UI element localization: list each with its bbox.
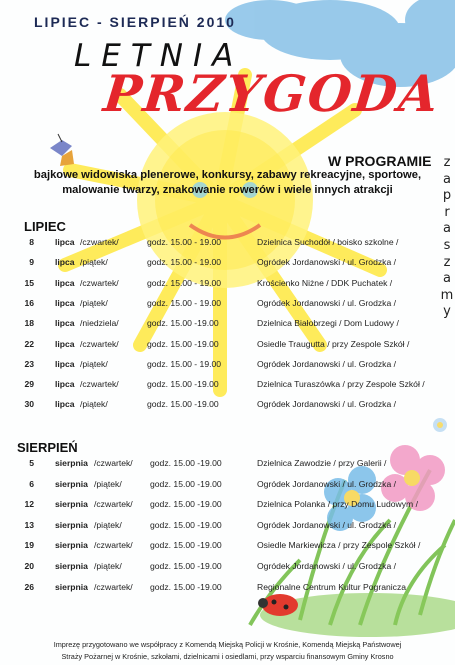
event-row — [0, 520, 455, 534]
event-month: sierpnia — [55, 540, 88, 551]
event-row — [0, 379, 455, 393]
event-time: godz. 15.00 - 19.00 — [147, 358, 222, 369]
zapraszamy-letter: s — [443, 237, 451, 253]
zapraszamy-letter: a — [443, 271, 451, 287]
event-place: Dzielnica Polanka / przy Domu Ludowym / — [257, 499, 418, 510]
event-time: godz. 15.00 -19.00 — [150, 561, 222, 571]
event-time: godz. 15.00 -19.00 — [147, 338, 219, 349]
event-weekday: /czwartek/ — [80, 338, 119, 349]
event-place: Ogródek Jordanowski / ul. Grodzka / — [257, 358, 396, 369]
event-row — [0, 499, 455, 513]
event-time: godz. 15.00 -19.00 — [147, 379, 219, 390]
event-month: sierpnia — [55, 499, 88, 510]
event-weekday: /niedziela/ — [80, 318, 119, 329]
event-weekday: /piątek/ — [94, 561, 122, 571]
title-letnia: LETNIA — [74, 38, 244, 74]
event-time: godz. 15.00 -19.00 — [150, 519, 222, 530]
event-place: Regionalne Centrum Kultur Pogranicza — [257, 581, 407, 592]
event-time: godz. 15.00 -19.00 — [150, 581, 222, 592]
event-month: lipca — [55, 237, 75, 247]
event-month: lipca — [55, 277, 75, 288]
event-day: 5 — [29, 458, 34, 468]
zapraszamy-letter: z — [443, 254, 451, 270]
event-row — [0, 237, 455, 251]
event-weekday: /czwartek/ — [94, 458, 133, 468]
event-month: lipca — [55, 318, 75, 329]
event-place: Ogródek Jordanowski / ul. Grodzka / — [257, 399, 396, 410]
event-row — [0, 318, 455, 332]
zapraszamy-letter: z — [443, 155, 451, 170]
event-day: 20 — [24, 561, 34, 571]
small-flower — [433, 418, 447, 432]
event-place: Ogródek Jordanowski / ul. Grodzka / — [257, 478, 396, 489]
event-weekday: /czwartek/ — [94, 540, 133, 551]
event-day: 15 — [24, 277, 34, 288]
event-row — [0, 458, 455, 472]
event-weekday: /czwartek/ — [80, 237, 119, 247]
event-day: 30 — [24, 399, 34, 410]
event-place: Dzielnica Zawodzie / przy Galerii / — [257, 458, 387, 468]
month-heading-lipiec: LIPIEC — [24, 219, 66, 234]
event-dates: LIPIEC - SIERPIEŃ 2010 — [34, 14, 236, 30]
zapraszamy-letter: p — [442, 188, 452, 204]
zapraszamy-letter: m — [440, 287, 454, 303]
event-weekday: /piątek/ — [80, 399, 108, 410]
event-row — [0, 479, 455, 493]
butterfly — [50, 134, 74, 166]
event-place: Osiedle Markiewicza / przy Zespole Szkół / — [257, 540, 421, 551]
event-weekday: /piątek/ — [80, 257, 108, 268]
event-day: 19 — [24, 540, 34, 551]
event-time: godz. 15.00 -19.00 — [150, 499, 222, 510]
program-line-1: bajkowe widowiska plenerowe, konkursy, zabawy rekreacyjne, sportowe, — [33, 169, 422, 181]
event-time: godz. 15.00 -19.00 — [147, 399, 219, 410]
event-row — [0, 339, 455, 353]
event-time: godz. 15.00 -19.00 — [150, 458, 222, 468]
event-row — [0, 540, 455, 554]
event-month: sierpnia — [55, 519, 88, 530]
event-place: Dzielnica Suchodół / boisko szkolne / — [257, 237, 399, 247]
event-row — [0, 254, 455, 271]
event-place: Ogródek Jordanowski / ul. Grodzka / — [257, 297, 396, 308]
event-month: lipca — [55, 399, 75, 410]
event-place: Osiedle Traugutta / przy Zespole Szkół / — [257, 338, 410, 349]
event-weekday: /piątek/ — [80, 358, 108, 369]
event-day: 12 — [24, 499, 34, 510]
event-row — [0, 561, 455, 575]
zapraszamy-letter: y — [443, 304, 451, 320]
event-day: 23 — [24, 358, 34, 369]
event-place: Ogródek Jordanowski / ul. Grodzka / — [257, 561, 396, 571]
event-row — [0, 298, 455, 312]
event-row — [0, 399, 455, 413]
event-weekday: /czwartek/ — [80, 379, 119, 390]
event-day: 16 — [24, 297, 34, 308]
event-month: sierpnia — [55, 478, 88, 489]
event-weekday: /czwartek/ — [80, 277, 119, 288]
event-day: 13 — [24, 519, 34, 530]
event-place: Ogródek Jordanowski / ul. Grodzka / — [257, 257, 396, 268]
event-row — [0, 359, 455, 373]
event-month: sierpnia — [55, 581, 88, 592]
footer-line-1: Imprezę przygotowano we współpracy z Komendą Miejską Policji w Krośnie, Komendą Miejską Państwowej — [53, 640, 402, 649]
program-title: W PROGRAMIE — [328, 153, 432, 169]
event-place: Ogródek Jordanowski / ul. Grodzka / — [257, 519, 396, 530]
event-place: Dzielnica Turaszówka / przy Zespole Szkół / — [257, 379, 425, 390]
zapraszamy-letter: a — [443, 221, 451, 237]
zapraszamy-letter: a — [443, 171, 451, 187]
title-przygoda: PRZYGODA — [100, 64, 443, 123]
event-month: lipca — [55, 297, 75, 308]
event-month: sierpnia — [55, 458, 88, 468]
event-day: 26 — [24, 581, 34, 592]
event-month: lipca — [55, 358, 75, 369]
event-weekday: /piątek/ — [94, 519, 122, 530]
event-day: 22 — [24, 338, 34, 349]
event-time: godz. 15.00 -19.00 — [150, 540, 222, 551]
event-month: lipca — [55, 379, 75, 390]
event-time: godz. 15.00 - 19.00 — [147, 277, 222, 288]
event-day: 6 — [29, 478, 34, 489]
event-time: godz. 15.00 -19.00 — [150, 478, 222, 489]
event-month: lipca — [55, 257, 75, 268]
event-day: 8 — [29, 237, 34, 247]
event-time: godz. 15.00 - 19.00 — [147, 297, 222, 308]
event-row — [0, 582, 455, 596]
event-weekday: /piątek/ — [94, 478, 122, 489]
program-line-2: malowanie twarzy, znakowanie rowerów i wiele innych atrakcji — [62, 184, 393, 196]
event-weekday: /czwartek/ — [94, 581, 133, 592]
event-day: 9 — [29, 257, 34, 268]
footer-line-2: Straży Pożarnej w Krośnie, szkołami, dzielnicami i osiedlami, przy wsparciu finansowym Gminy Krosno — [61, 652, 394, 661]
event-weekday: /czwartek/ — [94, 499, 133, 510]
event-place: Krościenko Niżne / DDK Puchatek / — [257, 277, 393, 288]
event-month: sierpnia — [55, 561, 88, 571]
event-time: godz. 15.00 - 19.00 — [147, 237, 222, 247]
event-row — [0, 278, 455, 292]
event-weekday: /piątek/ — [80, 297, 108, 308]
event-time: godz. 15.00 - 19.00 — [147, 257, 222, 268]
event-month: lipca — [55, 338, 75, 349]
month-heading-sierpien: SIERPIEŃ — [17, 440, 78, 455]
event-day: 18 — [24, 318, 34, 329]
event-time: godz. 15.00 -19.00 — [147, 318, 219, 329]
event-place: Dzielnica Białobrzegi / Dom Ludowy / — [257, 318, 399, 329]
event-day: 29 — [24, 379, 34, 390]
zapraszamy-letter: r — [444, 204, 450, 220]
